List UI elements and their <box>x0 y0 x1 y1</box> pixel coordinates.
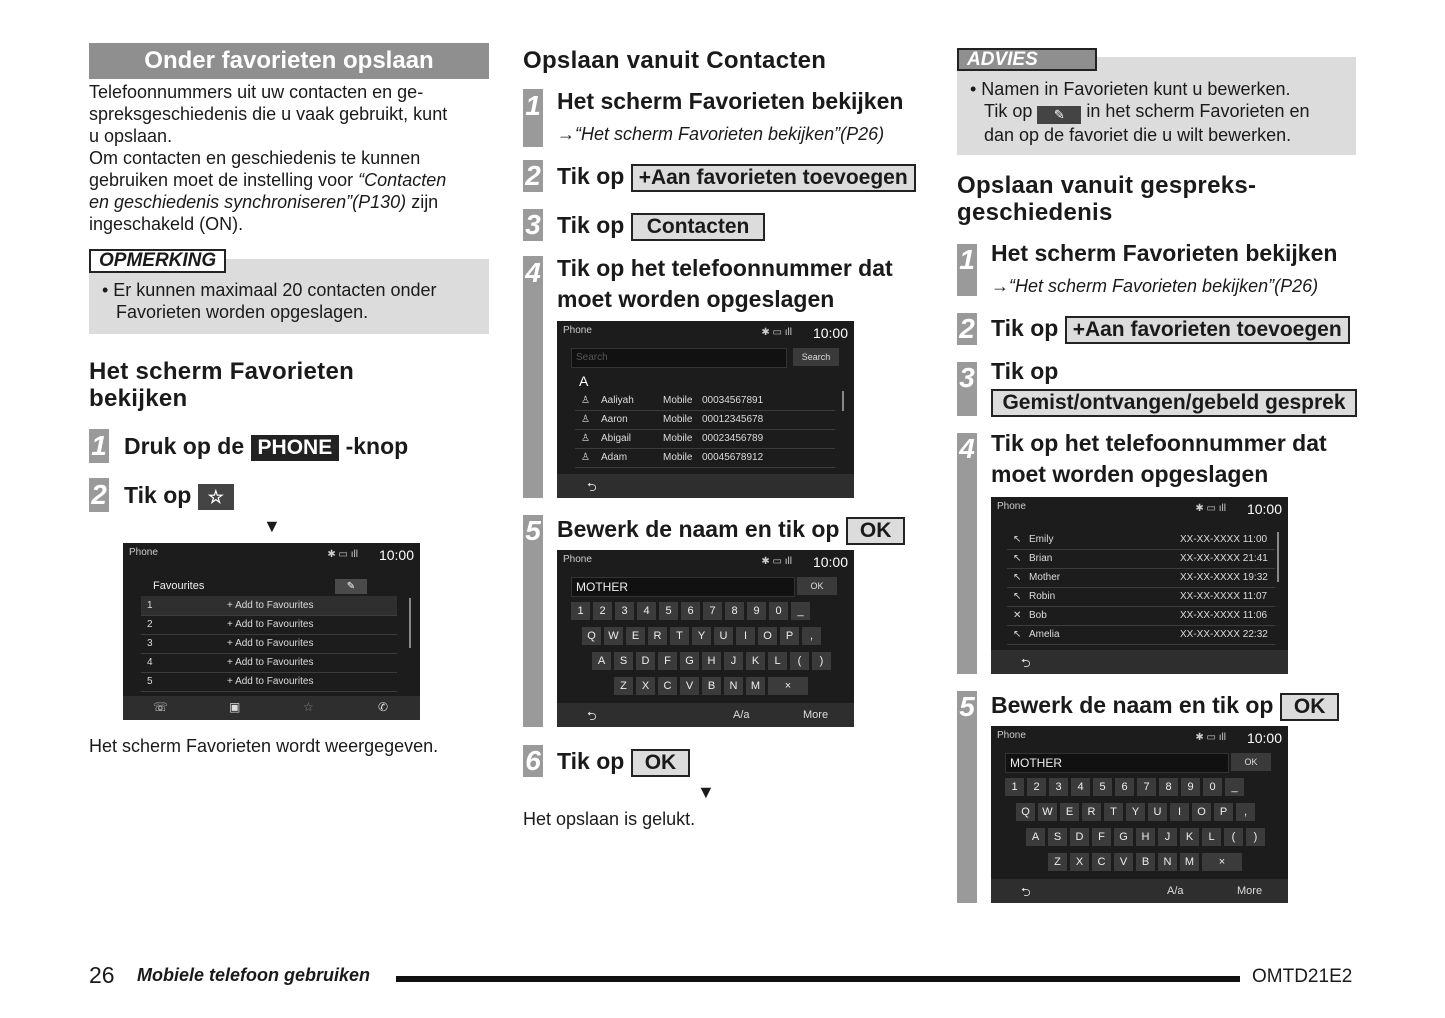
star-icon: ☆ <box>198 484 234 510</box>
screen-status: Phone <box>563 554 592 565</box>
bottom-bar <box>557 703 854 727</box>
screen-status: Phone <box>563 325 592 336</box>
intro-text-part: zijn <box>406 192 439 212</box>
key: 2 <box>1027 778 1046 796</box>
key: C <box>658 677 677 695</box>
advice-text-part: in het scherm Favorieten en <box>1086 101 1310 121</box>
step-text: Het scherm Favorieten bekijken <box>991 240 1338 266</box>
key: V <box>680 677 699 695</box>
key: , <box>802 627 821 645</box>
list-item <box>141 672 397 692</box>
search-button: Search <box>793 348 839 366</box>
missed-call-icon: ✕ <box>1013 610 1022 621</box>
step-label: Tik op <box>124 482 192 508</box>
history-icon: ☏ <box>153 700 169 714</box>
call-time: XX-XX-XXXX 19:32 <box>1180 572 1268 583</box>
step-text <box>124 480 234 511</box>
keyboard-row <box>1048 853 1242 871</box>
key: D <box>636 652 655 670</box>
name-input: MOTHER <box>571 577 795 597</box>
key: M <box>1180 853 1199 871</box>
case-toggle: A/a <box>733 709 750 721</box>
favourites-list <box>141 596 397 692</box>
key: ) <box>1246 828 1265 846</box>
list-item <box>141 615 397 635</box>
key: W <box>604 627 623 645</box>
call-time: XX-XX-XXXX 22:32 <box>1180 629 1268 640</box>
phone-key: PHONE <box>251 435 340 461</box>
screen-status: Phone <box>997 501 1026 512</box>
key: R <box>1082 803 1101 821</box>
case-toggle: A/a <box>1167 885 1184 897</box>
step-number: 2 <box>959 313 975 344</box>
key: E <box>1060 803 1079 821</box>
bottom-bar <box>991 650 1288 674</box>
intro-ref: en geschiedenis synchroniseren”(P130) <box>89 192 407 212</box>
key: 8 <box>1159 778 1178 796</box>
ok-key: OK <box>1231 753 1271 771</box>
key: , <box>1236 803 1255 821</box>
back-icon: ⮌ <box>1021 656 1031 670</box>
down-arrow: ▼ <box>263 516 281 536</box>
step-marker <box>957 433 977 674</box>
key: B <box>702 677 721 695</box>
step-label: Bewerk de naam en tik op <box>557 516 840 542</box>
list-item <box>141 596 397 616</box>
intro-line: Om contacten en geschiedenis te kunnen <box>89 148 421 168</box>
person-icon: ♙ <box>581 433 590 444</box>
call-time: XX-XX-XXXX 11:07 <box>1180 591 1268 602</box>
key: 7 <box>1137 778 1156 796</box>
keyboard-row <box>1026 828 1265 846</box>
key: V <box>1114 853 1133 871</box>
key: ) <box>812 652 831 670</box>
call-time: XX-XX-XXXX 11:06 <box>1180 610 1268 621</box>
contacts-button: Contacten <box>631 213 766 241</box>
advice-text <box>970 78 1350 146</box>
advice-tag: ADVIES <box>957 48 1097 71</box>
key: O <box>758 627 777 645</box>
add-to-favourites-button: +Aan favorieten toevoegen <box>1065 316 1350 344</box>
key: K <box>746 652 765 670</box>
step-number: 4 <box>525 257 541 288</box>
row-number: 4 <box>147 657 153 668</box>
key: M <box>746 677 765 695</box>
key: 3 <box>615 602 634 620</box>
key: 0 <box>769 602 788 620</box>
row-label: + Add to Favourites <box>227 638 314 649</box>
scrollbar <box>842 391 844 411</box>
note-line: Favorieten worden opgeslagen. <box>116 302 369 322</box>
key: 4 <box>1071 778 1090 796</box>
contacts-list <box>575 391 835 469</box>
intro-line: spreksgeschiedenis die u vaak gebruikt, kunt <box>89 104 448 124</box>
key: X <box>1070 853 1089 871</box>
intro-line: Telefoonnummers uit uw contacten en ge- <box>89 82 424 102</box>
key: 4 <box>637 602 656 620</box>
key: Z <box>614 677 633 695</box>
key: A <box>1026 828 1045 846</box>
intro-ref: “Contacten <box>358 170 447 190</box>
call-icon: ↖ <box>1013 534 1022 545</box>
step-marker <box>523 256 543 498</box>
row-label: + Add to Favourites <box>227 619 314 630</box>
keypad-icon: ✆ <box>378 700 389 714</box>
step-text <box>991 313 1350 344</box>
key: ( <box>790 652 809 670</box>
step-text <box>557 210 765 241</box>
list-item <box>1007 587 1275 607</box>
key: 9 <box>1181 778 1200 796</box>
caller-name: Emily <box>1029 534 1054 545</box>
contact-number: 00012345678 <box>702 414 764 425</box>
list-item <box>575 429 835 449</box>
intro-line <box>89 191 489 213</box>
note-tag: OPMERKING <box>89 249 226 273</box>
page-number: 26 <box>89 962 115 988</box>
list-item <box>141 653 397 673</box>
contact-number: 00045678912 <box>702 452 764 463</box>
key: P <box>1214 803 1233 821</box>
back-icon: ⮌ <box>587 480 597 494</box>
step-label: Tik op <box>557 212 625 238</box>
heading-line: Opslaan vanuit gespreks- <box>957 172 1257 199</box>
keyboard-row <box>1005 778 1244 796</box>
key: 1 <box>1005 778 1024 796</box>
step-number: 5 <box>959 691 975 722</box>
history-list <box>1007 530 1275 646</box>
caller-name: Mother <box>1029 572 1061 583</box>
step-ref: →“Het scherm Favorieten bekijken”(P26) <box>557 124 885 144</box>
call-time: XX-XX-XXXX 11:00 <box>1180 534 1268 545</box>
keyboard-row <box>592 652 831 670</box>
list-item <box>1007 530 1275 550</box>
keyboard-row <box>1016 803 1255 821</box>
key: 9 <box>747 602 766 620</box>
section-title: Onder favorieten opslaan <box>89 43 489 79</box>
keyboard-row <box>614 677 808 695</box>
key: W <box>1038 803 1057 821</box>
signal-icons: ✱ ▭ ıll <box>761 556 792 567</box>
favourites-screenshot <box>123 543 420 720</box>
key: F <box>658 652 677 670</box>
screen-time: 10:00 <box>1246 501 1282 517</box>
signal-icons: ✱ ▭ ıll <box>1195 503 1226 514</box>
person-icon: ♙ <box>581 414 590 425</box>
add-to-favourites-button: +Aan favorieten toevoegen <box>631 164 916 192</box>
key: S <box>1048 828 1067 846</box>
key: I <box>736 627 755 645</box>
signal-icons: ✱ ▭ ıll <box>761 327 792 338</box>
document-code: OMTD21E2 <box>1252 966 1353 987</box>
key: 1 <box>571 602 590 620</box>
keyboard-screenshot <box>557 550 854 727</box>
screen-status: Phone <box>129 547 158 558</box>
heading-from-contacts: Opslaan vanuit Contacten <box>523 47 827 74</box>
list-item <box>1007 606 1275 626</box>
ok-key: OK <box>797 577 837 595</box>
scrollbar <box>409 598 411 648</box>
key: C <box>1092 853 1111 871</box>
down-arrow: ▼ <box>697 782 715 802</box>
step-line: Tik op het telefoonnummer dat <box>557 255 893 281</box>
row-label: + Add to Favourites <box>227 657 314 668</box>
key: 7 <box>703 602 722 620</box>
contact-name: Aaliyah <box>601 395 634 406</box>
step-number: 1 <box>91 430 107 461</box>
edit-icon: ✎ <box>335 579 367 594</box>
caller-name: Amelia <box>1029 629 1060 640</box>
key: N <box>724 677 743 695</box>
key: P <box>780 627 799 645</box>
key: U <box>1148 803 1167 821</box>
footer-title: Mobiele telefoon gebruiken <box>137 965 371 985</box>
more-button: More <box>803 709 829 721</box>
row-label: + Add to Favourites <box>227 600 314 611</box>
contact-name: Abigail <box>601 433 632 444</box>
intro-text <box>89 81 489 235</box>
key: H <box>702 652 721 670</box>
list-item <box>575 391 835 411</box>
step-text <box>124 431 408 462</box>
scrollbar <box>1277 532 1279 582</box>
call-icon: ↖ <box>1013 629 1022 640</box>
caller-name: Brian <box>1029 553 1053 564</box>
step-label: Bewerk de naam en tik op <box>991 692 1274 718</box>
key: I <box>1170 803 1189 821</box>
note-line: • Er kunnen maximaal 20 contacten onder <box>102 280 437 300</box>
step-number: 2 <box>91 479 107 510</box>
back-icon: ⮌ <box>587 709 597 723</box>
step-number: 3 <box>959 362 975 393</box>
step-number: 6 <box>525 745 541 776</box>
key: 2 <box>593 602 612 620</box>
key: G <box>1114 828 1133 846</box>
keyboard-row <box>582 627 821 645</box>
more-button: More <box>1237 885 1263 897</box>
list-item <box>1007 549 1275 569</box>
key: L <box>1202 828 1221 846</box>
ok-button: OK <box>1280 693 1340 721</box>
row-number: 3 <box>147 638 153 649</box>
key: U <box>714 627 733 645</box>
intro-text-part: gebruiken moet de instelling voor <box>89 170 354 190</box>
key: 3 <box>1049 778 1068 796</box>
key: Y <box>1126 803 1145 821</box>
step-text <box>557 161 916 192</box>
signal-icons: ✱ ▭ ıll <box>1195 732 1226 743</box>
advice-line: • Namen in Favorieten kunt u bewerken. <box>970 79 1291 99</box>
step-text: Het scherm Favorieten bekijken <box>557 88 904 114</box>
screen-time: 10:00 <box>812 554 848 570</box>
result-text: Het scherm Favorieten wordt weergegeven. <box>89 736 439 756</box>
signal-icons: ✱ ▭ ıll <box>327 549 358 560</box>
key: T <box>1104 803 1123 821</box>
key: ( <box>1224 828 1243 846</box>
screen-status: Phone <box>997 730 1026 741</box>
note-text <box>102 279 482 323</box>
heading-line: Het scherm Favorieten <box>89 358 355 385</box>
bottom-bar <box>991 879 1288 903</box>
key: 8 <box>725 602 744 620</box>
key: 6 <box>1115 778 1134 796</box>
row-number: 2 <box>147 619 153 630</box>
step-label: Tik op <box>557 163 625 189</box>
key: Z <box>1048 853 1067 871</box>
contact-type: Mobile <box>663 433 693 444</box>
key: T <box>670 627 689 645</box>
heading-from-history <box>957 172 1256 226</box>
bottom-bar <box>123 696 420 720</box>
keyboard-row <box>571 602 810 620</box>
step-text <box>557 746 690 777</box>
step-text <box>991 690 1339 721</box>
step-label: -knop <box>345 433 409 459</box>
step-number: 2 <box>525 160 541 191</box>
list-item <box>575 448 835 468</box>
step-text <box>557 253 893 315</box>
key: D <box>1070 828 1089 846</box>
key: G <box>680 652 699 670</box>
key: Y <box>692 627 711 645</box>
key: 5 <box>1093 778 1112 796</box>
call-history-screenshot <box>991 497 1288 674</box>
ok-button: OK <box>846 517 906 545</box>
delete-key: × <box>1202 853 1242 871</box>
caller-name: Bob <box>1029 610 1047 621</box>
contact-number: 00023456789 <box>702 433 764 444</box>
key: F <box>1092 828 1111 846</box>
step-text <box>991 428 1327 490</box>
list-item <box>1007 625 1275 645</box>
contact-type: Mobile <box>663 395 693 406</box>
result-text: Het opslaan is gelukt. <box>523 809 696 829</box>
heading-line: bekijken <box>89 385 188 412</box>
intro-line: u opslaan. <box>89 126 173 146</box>
key: J <box>724 652 743 670</box>
row-number: 1 <box>147 600 153 611</box>
key: O <box>1192 803 1211 821</box>
contact-type: Mobile <box>663 414 693 425</box>
person-icon: ♙ <box>581 395 590 406</box>
key: X <box>636 677 655 695</box>
step-line: Tik op het telefoonnummer dat <box>991 430 1327 456</box>
step-label: Druk op de <box>124 433 245 459</box>
screen-time: 10:00 <box>1246 730 1282 746</box>
call-icon: ↖ <box>1013 572 1022 583</box>
favourites-title: Favourites <box>153 580 205 592</box>
advice-line <box>970 100 1350 124</box>
row-label: + Add to Favourites <box>227 676 314 687</box>
step-ref: →“Het scherm Favorieten bekijken”(P26) <box>991 276 1319 296</box>
step-number: 4 <box>959 433 975 464</box>
key: A <box>592 652 611 670</box>
key: _ <box>791 602 810 620</box>
edit-icon: ✎ <box>1037 106 1081 124</box>
key: R <box>648 627 667 645</box>
contact-number: 00034567891 <box>702 395 764 406</box>
key: E <box>626 627 645 645</box>
call-icon: ↖ <box>1013 553 1022 564</box>
screen-time: 10:00 <box>378 547 414 563</box>
keyboard-screenshot <box>991 726 1288 903</box>
key: L <box>768 652 787 670</box>
advice-line: dan op de favoriet die u wilt bewerken. <box>984 125 1292 145</box>
delete-key: × <box>768 677 808 695</box>
key: 0 <box>1203 778 1222 796</box>
screen-time: 10:00 <box>812 325 848 341</box>
key: 6 <box>681 602 700 620</box>
contact-name: Adam <box>601 452 628 463</box>
key: S <box>614 652 633 670</box>
key: J <box>1158 828 1177 846</box>
heading-favorites-screen <box>89 358 354 412</box>
list-item <box>141 634 397 654</box>
contact-name: Aaron <box>601 414 628 425</box>
contacts-icon: ▣ <box>229 700 241 714</box>
step-number: 3 <box>525 209 541 240</box>
contact-type: Mobile <box>663 452 693 463</box>
key: H <box>1136 828 1155 846</box>
key: _ <box>1225 778 1244 796</box>
heading-line: geschiedenis <box>957 199 1113 226</box>
step-label: Tik op <box>991 315 1059 341</box>
key: K <box>1180 828 1199 846</box>
key: N <box>1158 853 1177 871</box>
advice-text-part: Tik op <box>984 101 1033 121</box>
call-icon: ↖ <box>1013 591 1022 602</box>
search-input: Search <box>571 348 787 368</box>
key: 5 <box>659 602 678 620</box>
step-text <box>557 514 905 545</box>
list-item <box>1007 568 1275 588</box>
ok-button: OK <box>631 749 691 777</box>
step-text: Tik op <box>991 358 1059 384</box>
person-icon: ♙ <box>581 452 590 463</box>
name-input: MOTHER <box>1005 753 1229 773</box>
step-label: Tik op <box>557 748 625 774</box>
intro-line: ingeschakeld (ON). <box>89 214 244 234</box>
step-number: 1 <box>959 244 975 275</box>
favourites-icon: ☆ <box>303 700 314 714</box>
row-number: 5 <box>147 676 153 687</box>
call-time: XX-XX-XXXX 21:41 <box>1180 553 1268 564</box>
list-item <box>575 410 835 430</box>
intro-line <box>89 169 489 191</box>
back-icon: ⮌ <box>1021 885 1031 899</box>
contacts-screenshot <box>557 321 854 498</box>
index-letter: A <box>579 373 589 389</box>
key: Q <box>582 627 601 645</box>
caller-name: Robin <box>1029 591 1056 602</box>
step-number: 5 <box>525 515 541 546</box>
step-number: 1 <box>525 90 541 121</box>
key: B <box>1136 853 1155 871</box>
call-history-button: Gemist/ontvangen/gebeld gesprek <box>991 389 1357 417</box>
key: Q <box>1016 803 1035 821</box>
bottom-bar <box>557 474 854 498</box>
step-line: moet worden opgeslagen <box>991 461 1269 487</box>
footer-rule <box>396 976 1240 982</box>
step-line: moet worden opgeslagen <box>557 286 835 312</box>
